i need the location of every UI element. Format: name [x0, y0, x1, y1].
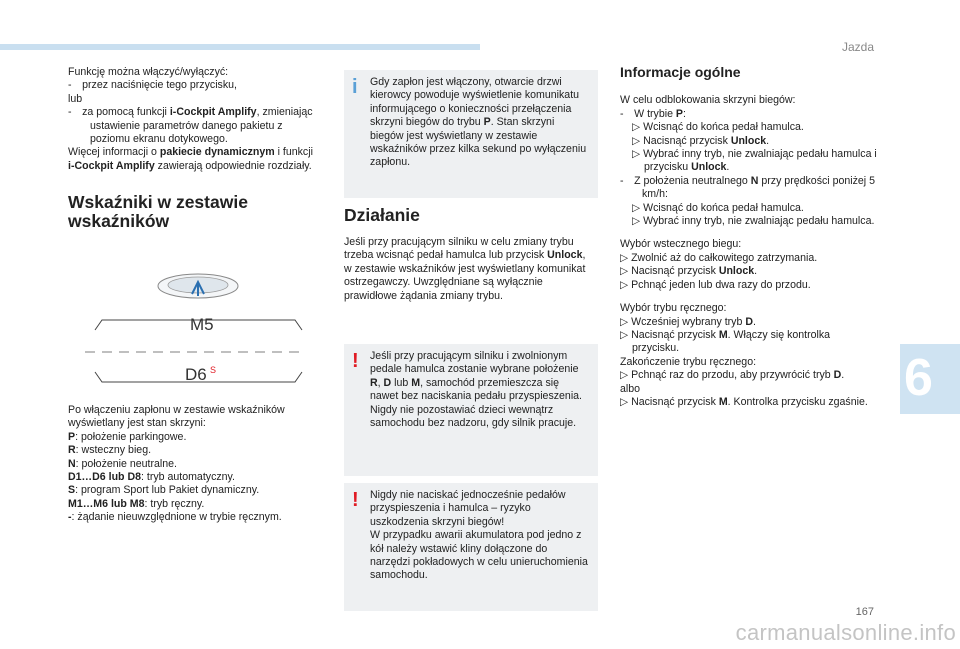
warning-text-1: Jeśli przy pracującym silniku i zwolnionym pedale hamulca zostanie wybrane położenie R, D lub M, samochód przemieszcza się nawet bez naciskania pedału przyspieszenia.: [370, 350, 583, 403]
more-info-text: Więcej informacji o pakiecie dynamicznym i funkcji i-Cockpit Amplify zawierają odpowiednie rozdziały.: [68, 146, 313, 172]
display-bottom-value: D6: [185, 365, 207, 384]
manual-end-intro: Zakończenie trybu ręcznego:: [620, 355, 757, 368]
warning-icon: !: [352, 489, 359, 511]
state-line: M1…M6 lub M8: tryb ręczny.: [68, 497, 205, 510]
display-sport-sup: S: [210, 365, 217, 375]
p-mode-line: - W trybie P:: [620, 107, 686, 120]
info-box: [344, 70, 598, 198]
section-heading-general: Informacje ogólne: [620, 64, 741, 80]
operation-section: [344, 206, 592, 303]
column-right: [620, 66, 880, 409]
warning-text-2b: W przypadku awarii akumulatora pod jedno z kół należy wstawić kliny dołączone do narzędzi pokładowych w celu unieruchomienia samochodu.: [370, 529, 588, 582]
section-heading-operation: Działanie: [344, 205, 420, 225]
display-top-value: M5: [190, 315, 214, 334]
state-line: -: żądanie nieuwzględnione w trybie ręcznym.: [68, 511, 282, 524]
info-icon: i: [352, 76, 358, 98]
page-number: 167: [855, 606, 874, 618]
state-line: N: położenie neutralne.: [68, 457, 177, 470]
manual-end-step: ▷ Nacisnąć przycisk M. Kontrolka przycisku zgaśnie.: [620, 395, 868, 408]
operation-text: Jeśli przy pracującym silniku w celu zmiany trybu trzeba wcisnąć pedał hamulca lub przycisk Unlock, w zestawie wskaźników jest wyświetlany komunikat ostrzegawczy. Uwzględniane są wyłącznie prawidłowe żądania zmiany trybu.: [344, 236, 586, 302]
reverse-step: ▷ Nacisnąć przycisk Unlock.: [620, 265, 758, 278]
chapter-title: Jazda: [841, 40, 874, 54]
toggle-option-amplify: - za pomocą funkcji i-Cockpit Amplify, zmieniając ustawienie parametrów danego pakietu z poziomu ekranu dotykowego.: [68, 106, 313, 146]
p-step: ▷ Nacisnąć przycisk Unlock.: [632, 134, 770, 147]
reverse-step: ▷ Zwolnić aż do całkowitego zatrzymania.: [620, 251, 818, 264]
manual-end-step: ▷ Pchnąć raz do przodu, aby przywrócić tryb D.: [620, 369, 845, 382]
gear-selector-icon: [158, 274, 238, 298]
unlock-intro: W celu odblokowania skrzyni biegów:: [620, 94, 796, 107]
toggle-option-button: - przez naciśnięcie tego przycisku,: [68, 79, 237, 92]
p-step: ▷ Wybrać inny tryb, nie zwalniając pedału hamulca i przycisku Unlock.: [632, 148, 877, 174]
manual-intro: Wybór trybu ręcznego:: [620, 302, 727, 315]
toggle-intro: Funkcję można włączyć/wyłączyć:: [68, 66, 229, 78]
warning-box-2: [344, 483, 598, 611]
manual-step: ▷ Nacisnąć przycisk M. Włączy się kontrolka przycisku.: [620, 328, 831, 355]
state-line: P: położenie parkingowe.: [68, 430, 187, 443]
warning-text-1b: Nigdy nie pozostawiać dzieci wewnątrz samochodu bez nadzoru, gdy silnik pracuje.: [370, 403, 577, 430]
top-accent-bar: [0, 44, 480, 50]
column-left: [68, 66, 318, 231]
gear-display-illustration: [80, 272, 310, 392]
state-line: R: wsteczny bieg.: [68, 444, 152, 457]
states-list: [68, 404, 328, 525]
reverse-intro: Wybór wstecznego biegu:: [620, 238, 742, 251]
warning-box-1: [344, 344, 598, 476]
n-step: ▷ Wcisnąć do końca pedał hamulca.: [632, 201, 804, 214]
p-step: ▷ Wcisnąć do końca pedał hamulca.: [632, 121, 804, 134]
n-step: ▷ Wybrać inny tryb, nie zwalniając pedału hamulca.: [632, 215, 875, 228]
chapter-tab: 6: [900, 344, 960, 414]
warning-icon: !: [352, 350, 359, 372]
section-heading-indicators: Wskaźniki w zestawie wskaźników: [68, 192, 248, 232]
n-mode-line: - Z położenia neutralnego N przy prędkości poniżej 5 km/h:: [620, 174, 875, 201]
or-text: lub: [68, 92, 83, 105]
state-line: S: program Sport lub Pakiet dynamiczny.: [68, 484, 260, 497]
state-line: D1…D6 lub D8: tryb automatyczny.: [68, 471, 236, 484]
states-intro: Po włączeniu zapłonu w zestawie wskaźników wyświetlany jest stan skrzyni:: [68, 404, 285, 430]
watermark-text: carmanualsonline.info: [735, 620, 956, 645]
info-text: Gdy zapłon jest włączony, otwarcie drzwi kierowcy powoduje wyświetlenie komunikatu informującego o konieczności przełączenia skrzyni biegów do trybu P. Stan skrzyni biegów jest wyświetlany w zestawie wskaźników przez kilka sekund po wyłączeniu zapłonu.: [370, 76, 587, 169]
warning-text-2: Nigdy nie naciskać jednocześnie pedałów przyspieszenia i hamulca – ryzyko uszkodzenia skrzyni biegów!: [370, 489, 566, 528]
manual-step: ▷ Wcześniej wybrany tryb D.: [620, 315, 756, 328]
reverse-step: ▷ Pchnąć jeden lub dwa razy do przodu.: [620, 278, 811, 291]
or-text: albo: [620, 382, 641, 395]
